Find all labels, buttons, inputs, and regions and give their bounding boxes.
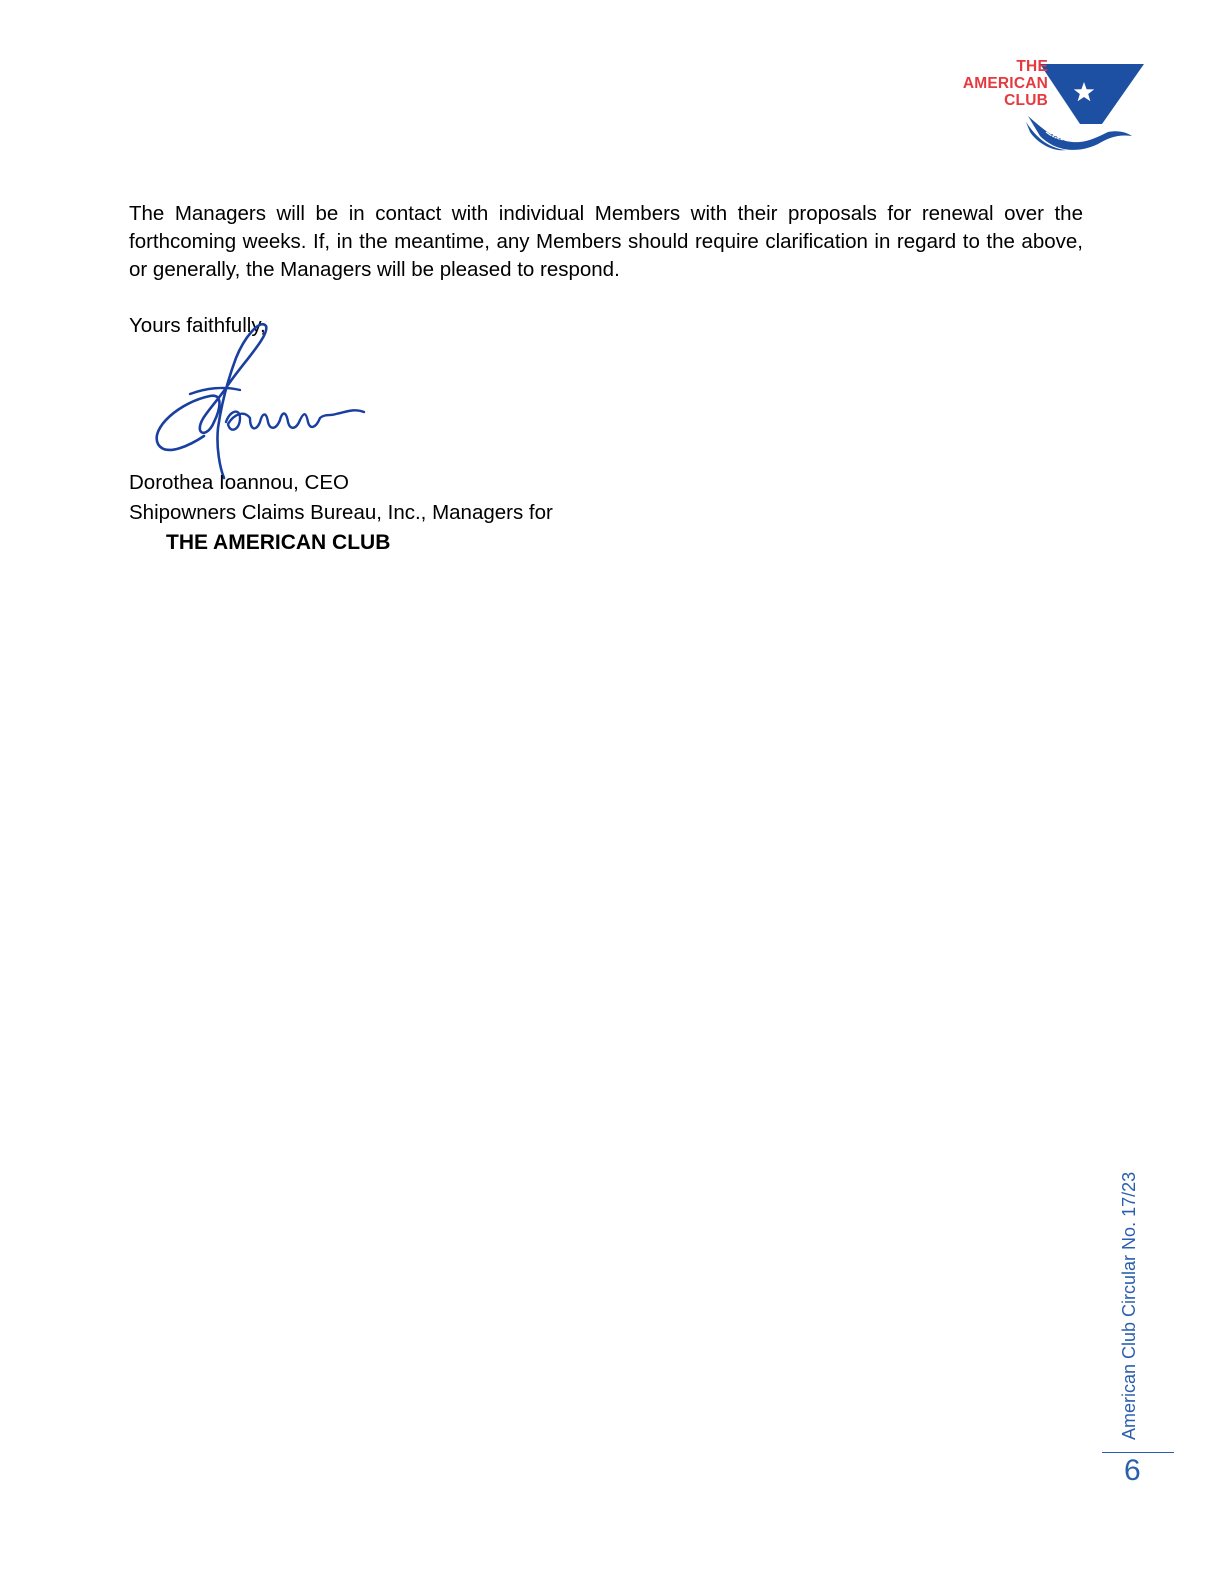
letter-closing: Yours faithfully, (129, 314, 266, 337)
logo-year: 1917 (1047, 131, 1067, 149)
circular-label: American Club Circular No. 17/23 (1119, 1171, 1139, 1440)
page-divider (1102, 1452, 1174, 1453)
page-number: 6 (1124, 1454, 1141, 1487)
logo-line-2: AMERICAN (962, 75, 1048, 92)
american-club-logo (930, 58, 1150, 158)
signer-name: Dorothea Ioannou, CEO (129, 471, 349, 494)
signer-organization: Shipowners Claims Bureau, Inc., Managers for (129, 501, 553, 524)
logo-line-3: CLUB (1004, 92, 1048, 109)
logo-wordmark (963, 58, 1048, 109)
signer-block (129, 468, 553, 558)
club-name: THE AMERICAN CLUB (166, 531, 391, 554)
letter-paragraph: The Managers will be in contact with individual Members with their proposals for renewal over the forthcoming weeks. If, in the meantime, any Members should require clarification in regard to the above, or generally, the Managers will be pleased to respond. (129, 202, 1083, 281)
logo-line-1: THE (1016, 58, 1048, 75)
